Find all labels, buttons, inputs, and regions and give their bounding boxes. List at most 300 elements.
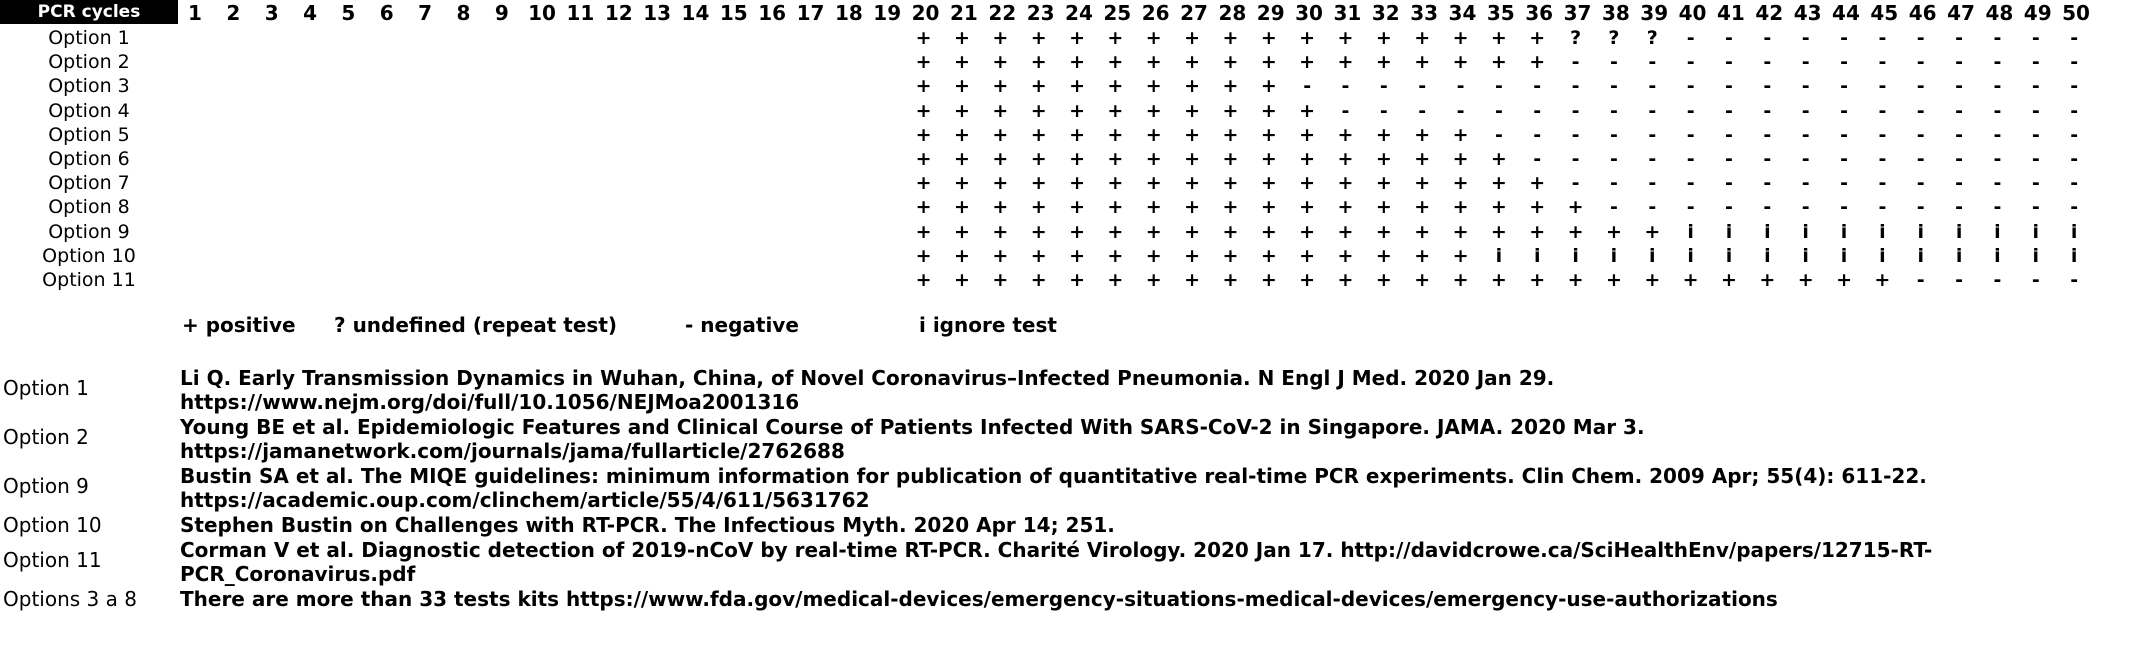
result-cell: - [1686, 27, 1695, 49]
result-cell: + [1375, 148, 1392, 170]
result-cell: + [1490, 27, 1507, 49]
result-cell: - [1456, 75, 1465, 98]
row-label: Option 9 [48, 220, 130, 243]
result-cell: + [1107, 123, 1124, 146]
result-cell: - [1801, 123, 1810, 146]
result-cell: + [1299, 220, 1316, 243]
result-cell: + [1069, 269, 1085, 291]
result-cell: + [915, 220, 932, 243]
result-cell: + [1299, 269, 1316, 291]
result-cell: + [1414, 148, 1431, 170]
result-cell: - [2031, 51, 2040, 74]
result-cell: + [1069, 244, 1085, 267]
result-cell: + [1030, 172, 1047, 195]
result-cell: i [1495, 244, 1503, 267]
result-cell: + [1490, 148, 1507, 170]
cycle-header-4: 4 [303, 1, 317, 25]
result-cell: - [1840, 99, 1848, 122]
result-cell: + [915, 148, 932, 170]
cycle-header-35: 35 [1486, 1, 1515, 25]
result-cell: + [1452, 196, 1469, 219]
result-cell: + [1452, 51, 1469, 74]
result-cell: + [1529, 172, 1546, 195]
result-cell: - [1763, 172, 1772, 195]
result-cell: i [1840, 220, 1848, 243]
result-cell: + [992, 51, 1009, 74]
result-cell: - [1801, 99, 1810, 122]
result-cell: + [1375, 220, 1392, 243]
row-label: Option 11 [42, 269, 136, 291]
cycle-header-50: 50 [2062, 1, 2090, 25]
cycle-header-41: 41 [1717, 1, 1745, 25]
row-label: Option 8 [48, 196, 130, 219]
result-cell: + [1414, 51, 1431, 74]
result-cell: + [1567, 196, 1584, 219]
cycle-header-40: 40 [1678, 1, 1707, 25]
result-cell: - [1725, 123, 1733, 146]
result-cell: + [992, 172, 1009, 195]
result-cell: - [1878, 75, 1887, 98]
result-cell: - [1840, 51, 1848, 74]
result-cell: - [1916, 51, 1925, 74]
result-cell: + [1337, 27, 1354, 49]
result-cell: - [1916, 123, 1925, 146]
result-cell: + [1452, 172, 1469, 195]
result-cell: - [1916, 75, 1925, 98]
result-cell: + [1260, 244, 1277, 267]
result-cell: + [1452, 27, 1469, 49]
result-cell: - [1840, 196, 1848, 219]
result-cell: i [1994, 220, 2001, 243]
result-cell: + [992, 269, 1009, 291]
result-cell: + [1337, 148, 1354, 170]
result-cell: - [1878, 27, 1887, 49]
result-cell: + [1222, 172, 1239, 195]
result-cell: + [1375, 27, 1392, 49]
cycle-header-49: 49 [2023, 1, 2052, 25]
result-cell: + [1337, 220, 1354, 243]
reference-label: Option 10 [3, 513, 102, 537]
result-cell: - [1686, 123, 1695, 146]
result-cell: i [1764, 220, 1771, 243]
result-cell: + [954, 99, 970, 122]
result-cell: + [954, 51, 970, 74]
result-cell: - [1993, 172, 2002, 195]
result-cell: + [1375, 244, 1392, 267]
cycle-header-37: 37 [1563, 1, 1592, 25]
result-cell: + [1490, 172, 1507, 195]
result-cell: + [1452, 244, 1469, 267]
result-cell: + [1414, 269, 1431, 291]
legend-positive: + positive [182, 313, 296, 337]
result-cell: + [992, 123, 1009, 146]
cycle-header-30: 30 [1295, 1, 1323, 25]
result-cell: - [1801, 51, 1810, 74]
cycle-header-43: 43 [1793, 1, 1822, 25]
result-cell: - [1533, 75, 1542, 98]
cycle-header-34: 34 [1448, 1, 1477, 25]
result-cell: - [1840, 148, 1848, 170]
result-cell: + [1222, 269, 1239, 291]
result-cell: + [1299, 27, 1316, 49]
result-cell: - [1993, 269, 2002, 291]
reference-label: Option 1 [3, 376, 89, 400]
result-cell: + [1375, 172, 1392, 195]
result-cell: - [1916, 27, 1925, 49]
result-cell: + [954, 123, 970, 146]
result-cell: + [1414, 27, 1431, 49]
result-cell: + [1184, 148, 1201, 170]
result-cell: i [1917, 220, 1924, 243]
row-label: Option 2 [48, 51, 130, 74]
result-cell: + [992, 196, 1009, 219]
result-cell: - [1609, 123, 1618, 146]
result-cell: + [1107, 75, 1124, 98]
result-cell: + [1030, 269, 1047, 291]
result-cell: + [1260, 51, 1277, 74]
result-cell: - [1955, 27, 1964, 49]
result-cell: + [1337, 269, 1354, 291]
cycle-header-36: 36 [1525, 1, 1554, 25]
result-cell: - [1648, 99, 1657, 122]
result-cell: - [1648, 196, 1657, 219]
result-cell: - [1571, 75, 1580, 98]
result-cell: + [1030, 148, 1047, 170]
result-cell: + [1836, 269, 1852, 291]
result-cell: + [1299, 123, 1316, 146]
result-cell: + [954, 148, 970, 170]
result-cell: - [1916, 99, 1925, 122]
result-cell: + [992, 244, 1009, 267]
result-cell: + [1337, 51, 1354, 74]
result-cell: + [1337, 123, 1354, 146]
result-cell: - [1494, 99, 1503, 122]
cycle-header-33: 33 [1410, 1, 1439, 25]
result-cell: - [1609, 148, 1618, 170]
result-cell: - [1801, 172, 1810, 195]
result-cell: + [1184, 269, 1201, 291]
result-cell: - [1571, 172, 1580, 195]
result-cell: + [992, 27, 1009, 49]
reference-text: Bustin SA et al. The MIQE guidelines: minimum information for publication of quantitative real-time PCR experiments. Clin Chem. 2009 Apr; 55(4): 611-22. https://academic.oup.com/clinchem/article/55/4/611/5631762 [180, 464, 1927, 512]
result-cell: i [1955, 244, 1963, 267]
cycle-header-14: 14 [681, 1, 710, 25]
result-cell: - [1993, 99, 2002, 122]
result-cell: + [915, 51, 932, 74]
result-cell: - [1916, 148, 1925, 170]
result-cell: + [1797, 269, 1814, 291]
result-cell: + [1414, 244, 1431, 267]
result-cell: + [1260, 220, 1277, 243]
result-cell: + [1030, 244, 1047, 267]
result-cell: - [1878, 148, 1887, 170]
cycle-header-42: 42 [1755, 1, 1784, 25]
result-cell: + [1184, 244, 1201, 267]
result-cell: - [1648, 75, 1657, 98]
row-label: Option 7 [48, 172, 130, 195]
row-label: Option 10 [42, 244, 136, 267]
result-cell: + [1260, 196, 1277, 219]
result-cell: + [954, 220, 970, 243]
result-cell: - [1993, 123, 2002, 146]
result-cell: + [1299, 244, 1316, 267]
result-cell: + [954, 196, 970, 219]
result-cell: - [2031, 269, 2040, 291]
result-cell: - [2070, 75, 2079, 98]
result-cell: + [1184, 75, 1201, 98]
cycle-header-24: 24 [1065, 1, 1093, 25]
result-cell: + [954, 269, 970, 291]
result-cell: - [1494, 123, 1503, 146]
result-cell: - [1379, 75, 1388, 98]
cycle-header-12: 12 [604, 1, 633, 25]
result-cell: - [1878, 196, 1887, 219]
result-cell: - [1840, 172, 1848, 195]
result-cell: + [915, 123, 932, 146]
result-cell: + [992, 220, 1009, 243]
cycle-header-13: 13 [643, 1, 672, 25]
reference-text: There are more than 33 tests kits https://www.fda.gov/medical-devices/emergency-situations-medical-devices/emergency-use-authorizations [180, 587, 1778, 611]
result-cell: i [1917, 244, 1924, 267]
result-cell: - [1801, 196, 1810, 219]
result-cell: i [1802, 244, 1809, 267]
cycle-header-45: 45 [1870, 1, 1899, 25]
result-cell: + [992, 75, 1009, 98]
result-cell: - [1763, 27, 1772, 49]
result-cell: i [1802, 220, 1809, 243]
result-cell: + [915, 269, 932, 291]
result-cell: + [1452, 220, 1469, 243]
result-cell: - [1379, 99, 1388, 122]
result-cell: - [1609, 196, 1618, 219]
result-cell: i [1879, 244, 1886, 267]
result-cell: - [1571, 123, 1580, 146]
result-cell: - [1916, 269, 1925, 291]
result-cell: - [1916, 196, 1925, 219]
cycle-header-46: 46 [1908, 1, 1937, 25]
result-cell: + [1069, 148, 1085, 170]
result-cell: - [1840, 27, 1848, 49]
cycle-header-16: 16 [758, 1, 787, 25]
result-cell: + [915, 172, 932, 195]
result-cell: - [1878, 99, 1887, 122]
result-cell: ? [1570, 27, 1582, 49]
cycle-header-23: 23 [1026, 1, 1055, 25]
result-cell: - [1725, 75, 1733, 98]
cycle-header-6: 6 [379, 1, 394, 25]
result-cell: - [1725, 172, 1733, 195]
result-cell: + [1644, 269, 1661, 291]
result-cell: - [1955, 99, 1964, 122]
result-cell: i [1572, 244, 1579, 267]
result-cell: + [1069, 75, 1085, 98]
row-label: Option 4 [48, 99, 130, 122]
result-cell: i [2032, 244, 2040, 267]
result-cell: + [1299, 148, 1316, 170]
result-cell: + [1069, 220, 1085, 243]
result-cell: + [1107, 172, 1124, 195]
result-cell: + [1184, 172, 1201, 195]
result-cell: - [1763, 75, 1772, 98]
result-cell: + [1529, 196, 1546, 219]
cycle-header-39: 39 [1640, 1, 1669, 25]
result-cell: - [1494, 75, 1503, 98]
result-cell: + [1414, 123, 1431, 146]
result-cell: i [1649, 244, 1656, 267]
result-cell: - [1993, 27, 2002, 49]
result-cell: - [1533, 148, 1542, 170]
cycle-header-44: 44 [1832, 1, 1860, 25]
result-cell: i [1687, 244, 1694, 267]
result-cell: - [1955, 148, 1964, 170]
cycle-header-27: 27 [1180, 1, 1208, 25]
cycle-header-15: 15 [719, 1, 748, 25]
result-cell: + [1414, 220, 1431, 243]
result-cell: - [1725, 99, 1733, 122]
result-cell: - [1955, 51, 1964, 74]
row-label: Option 6 [48, 148, 130, 170]
result-cell: + [1107, 99, 1124, 122]
result-cell: - [1763, 196, 1772, 219]
result-cell: + [1299, 172, 1316, 195]
result-cell: - [2031, 196, 2040, 219]
cycle-header-28: 28 [1218, 1, 1247, 25]
result-cell: - [2070, 196, 2079, 219]
result-cell: i [1764, 244, 1771, 267]
reference-text: Li Q. Early Transmission Dynamics in Wuhan, China, of Novel Coronavirus–Infected Pneumonia. N Engl J Med. 2020 Jan 29. https://www.nejm.org/doi/full/10.1056/NEJMoa2001316 [180, 366, 1555, 414]
result-cell: i [1725, 220, 1733, 243]
result-cell: + [1107, 148, 1124, 170]
result-cell: + [1030, 51, 1047, 74]
result-cell: - [1840, 123, 1848, 146]
result-cell: + [1260, 99, 1277, 122]
result-cell: + [1107, 269, 1124, 291]
result-cell: - [2070, 51, 2079, 74]
result-cell: + [1605, 269, 1622, 291]
result-cell: + [1452, 123, 1469, 146]
pcr-cycles-header: PCR cycles [0, 0, 178, 24]
result-cell: - [2070, 269, 2079, 291]
cycle-header-1: 1 [188, 1, 202, 25]
result-cell: + [1529, 51, 1546, 74]
result-cell: - [1686, 75, 1695, 98]
result-cell: - [1341, 99, 1350, 122]
result-cell: + [1452, 148, 1469, 170]
cycle-header-2: 2 [226, 1, 241, 25]
result-cell: - [1725, 196, 1733, 219]
result-cell: + [1030, 99, 1047, 122]
result-cell: + [1222, 51, 1239, 74]
result-cell: + [1145, 220, 1162, 243]
result-cell: + [1222, 75, 1239, 98]
result-cell: + [1107, 196, 1124, 219]
cycle-header-19: 19 [873, 1, 902, 25]
result-cell: + [1490, 51, 1507, 74]
result-cell: - [1878, 123, 1887, 146]
result-cell: - [1993, 75, 2002, 98]
result-cell: - [1648, 123, 1657, 146]
result-cell: - [1878, 172, 1887, 195]
cycle-header-17: 17 [796, 1, 825, 25]
result-cell: - [2070, 27, 2079, 49]
result-cell: + [954, 27, 970, 49]
result-cell: - [2070, 172, 2079, 195]
result-cell: i [1840, 244, 1848, 267]
result-cell: ? [1646, 27, 1658, 49]
result-cell: ? [1608, 27, 1620, 49]
result-cell: + [1375, 123, 1392, 146]
result-cell: - [1648, 51, 1657, 74]
cycle-header-29: 29 [1256, 1, 1285, 25]
result-cell: + [1222, 220, 1239, 243]
result-cell: - [1533, 99, 1542, 122]
cycle-header-47: 47 [1947, 1, 1975, 25]
result-cell: + [1145, 27, 1162, 49]
result-cell: - [1609, 75, 1618, 98]
result-cell: + [1184, 123, 1201, 146]
result-cell: i [1879, 220, 1886, 243]
result-cell: + [992, 148, 1009, 170]
result-cell: + [1759, 269, 1776, 291]
result-cell: + [1145, 244, 1162, 267]
cycle-header-20: 20 [911, 1, 940, 25]
result-cell: - [1955, 123, 1964, 146]
result-cell: + [992, 99, 1009, 122]
result-cell: + [1721, 269, 1737, 291]
legend-negative: - negative [685, 313, 799, 337]
result-cell: i [1725, 244, 1733, 267]
result-cell: + [1337, 196, 1354, 219]
result-cell: + [1490, 269, 1507, 291]
result-cell: - [1609, 99, 1618, 122]
result-cell: + [1184, 51, 1201, 74]
result-cell: + [915, 196, 932, 219]
reference-label: Option 11 [3, 548, 102, 572]
result-cell: + [1107, 220, 1124, 243]
result-cell: - [1725, 27, 1733, 49]
result-cell: - [1686, 172, 1695, 195]
result-cell: + [1644, 220, 1661, 243]
result-cell: + [1260, 123, 1277, 146]
result-cell: i [1610, 244, 1618, 267]
result-cell: + [1107, 244, 1124, 267]
result-cell: + [1222, 123, 1239, 146]
result-cell: + [1069, 196, 1085, 219]
result-cell: + [1490, 220, 1507, 243]
result-cell: - [1725, 148, 1733, 170]
result-cell: i [2070, 220, 2078, 243]
result-cell: + [1107, 51, 1124, 74]
result-cell: - [1418, 99, 1427, 122]
result-cell: + [954, 75, 970, 98]
result-cell: + [1069, 51, 1085, 74]
result-cell: + [1529, 220, 1546, 243]
reference-label: Options 3 a 8 [3, 587, 137, 611]
result-cell: - [1571, 99, 1580, 122]
result-cell: - [1609, 51, 1618, 74]
result-cell: i [1687, 220, 1694, 243]
result-cell: + [1222, 244, 1239, 267]
result-cell: i [1994, 244, 2001, 267]
result-cell: + [1567, 269, 1584, 291]
result-cell: - [1571, 148, 1580, 170]
result-cell: - [1686, 99, 1695, 122]
result-cell: - [1801, 148, 1810, 170]
result-cell: + [1337, 244, 1354, 267]
result-cell: + [1145, 269, 1162, 291]
result-cell: + [1145, 196, 1162, 219]
result-cell: - [1763, 99, 1772, 122]
